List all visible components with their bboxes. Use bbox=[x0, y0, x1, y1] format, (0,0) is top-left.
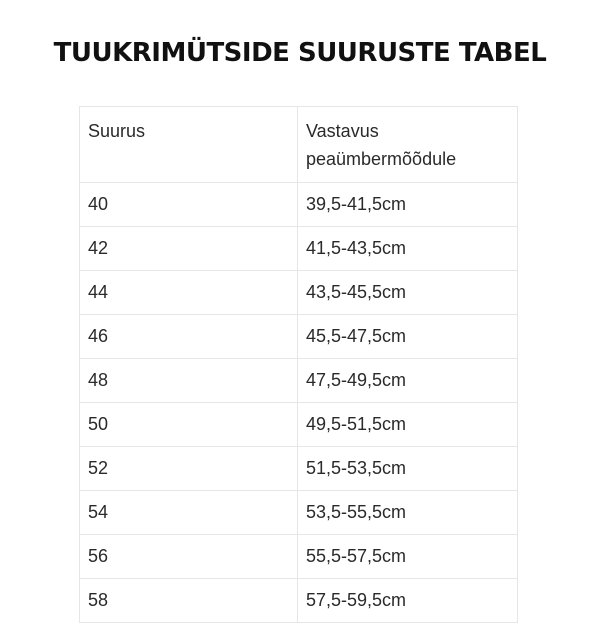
table-row bbox=[80, 315, 518, 359]
circumference-cell: 53,5-55,5cm bbox=[298, 491, 518, 535]
table-row bbox=[80, 491, 518, 535]
circumference-cell: 39,5-41,5cm bbox=[298, 183, 518, 227]
header-head-circumference: Vastavus peaümbermõõdule bbox=[298, 107, 518, 183]
page-title: TUUKRIMÜTSIDE SUURUSTE TABEL bbox=[53, 38, 547, 68]
circumference-cell: 51,5-53,5cm bbox=[298, 447, 518, 491]
size-cell: 46 bbox=[80, 315, 298, 359]
circumference-cell: 41,5-43,5cm bbox=[298, 227, 518, 271]
size-cell: 42 bbox=[80, 227, 298, 271]
circumference-cell: 43,5-45,5cm bbox=[298, 271, 518, 315]
table-row bbox=[80, 227, 518, 271]
size-cell: 44 bbox=[80, 271, 298, 315]
table-row bbox=[80, 183, 518, 227]
circumference-cell: 49,5-51,5cm bbox=[298, 403, 518, 447]
size-cell: 52 bbox=[80, 447, 298, 491]
table-row bbox=[80, 447, 518, 491]
table-row bbox=[80, 271, 518, 315]
size-cell: 40 bbox=[80, 183, 298, 227]
header-size: Suurus bbox=[80, 107, 298, 183]
circumference-cell: 57,5-59,5cm bbox=[298, 579, 518, 623]
table-row bbox=[80, 579, 518, 623]
size-cell: 58 bbox=[80, 579, 298, 623]
circumference-cell: 55,5-57,5cm bbox=[298, 535, 518, 579]
size-table bbox=[79, 106, 518, 623]
table-row bbox=[80, 359, 518, 403]
table-header-row bbox=[80, 107, 518, 183]
size-cell: 56 bbox=[80, 535, 298, 579]
size-cell: 54 bbox=[80, 491, 298, 535]
table-row bbox=[80, 403, 518, 447]
circumference-cell: 47,5-49,5cm bbox=[298, 359, 518, 403]
circumference-cell: 45,5-47,5cm bbox=[298, 315, 518, 359]
size-cell: 48 bbox=[80, 359, 298, 403]
table-row bbox=[80, 535, 518, 579]
size-cell: 50 bbox=[80, 403, 298, 447]
